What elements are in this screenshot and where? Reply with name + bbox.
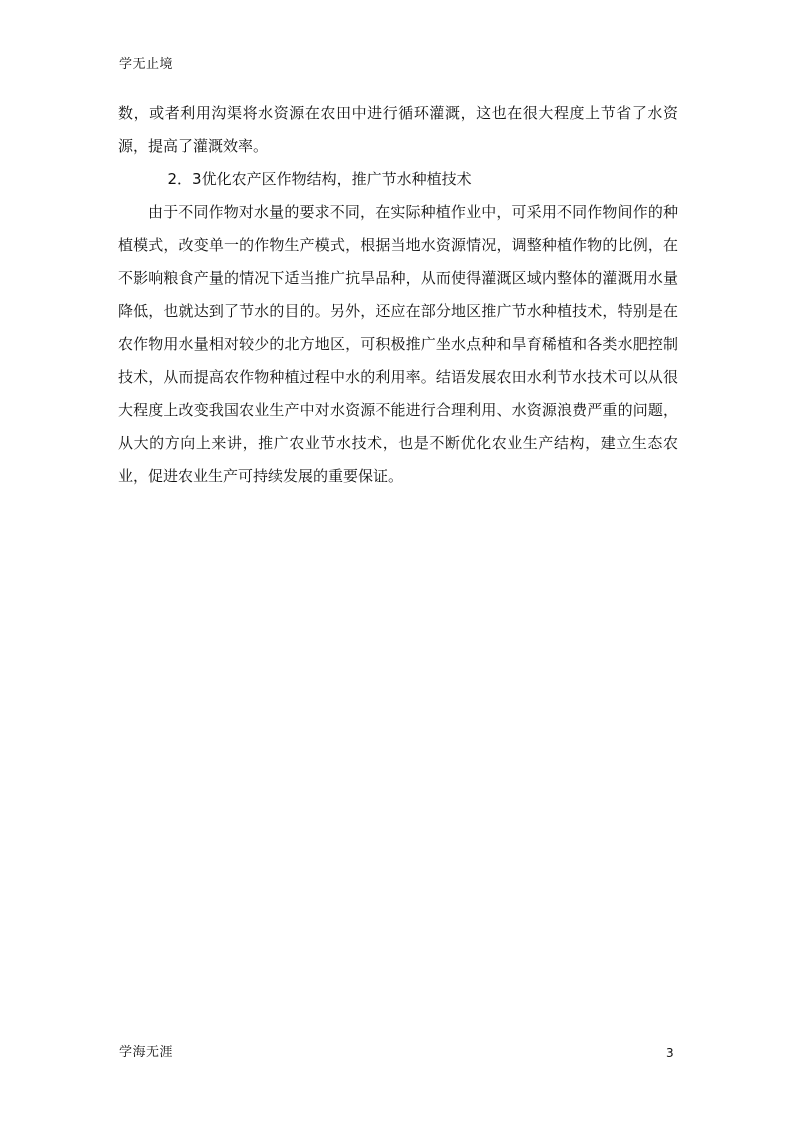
page-number: 3	[666, 1046, 674, 1060]
document-body	[118, 97, 678, 493]
page-footer-text: 学海无涯	[119, 1045, 174, 1060]
body-paragraph-continued: 数，或者利用沟渠将水资源在农田中进行循环灌溉，这也在很大程度上节省了水资源，提高了灌溉效率。	[118, 104, 678, 155]
section-heading: 2．3优化农产区作物结构，推广节水种植技术	[167, 170, 472, 188]
page-header: 学无止境	[119, 57, 174, 72]
body-paragraph: 由于不同作物对水量的要求不同，在实际种植作业中，可采用不同作物间作的种植模式，改变单一的作物生产模式，根据当地水资源情况，调整种植作物的比例，在不影响粮食产量的情况下适当推广抗旱品种，从而使得灌溉区域内整体的灌溉用水量降低，也就达到了节水的目的。另外，还应在部分地区推广节水种植技术，特别是在农作物用水量相对较少的北方地区，可积极推广坐水点种和旱育稀植和各类水肥控制技术，从而提高农作物种植过程中水的利用率。结语发展农田水利节水技术可以从很大程度上改变我国农业生产中对水资源不能进行合理利用、水资源浪费严重的问题，从大的方向上来讲，推广农业节水技术，也是不断优化农业生产结构，建立生态农业，促进农业生产可持续发展的重要保证。	[118, 203, 678, 485]
